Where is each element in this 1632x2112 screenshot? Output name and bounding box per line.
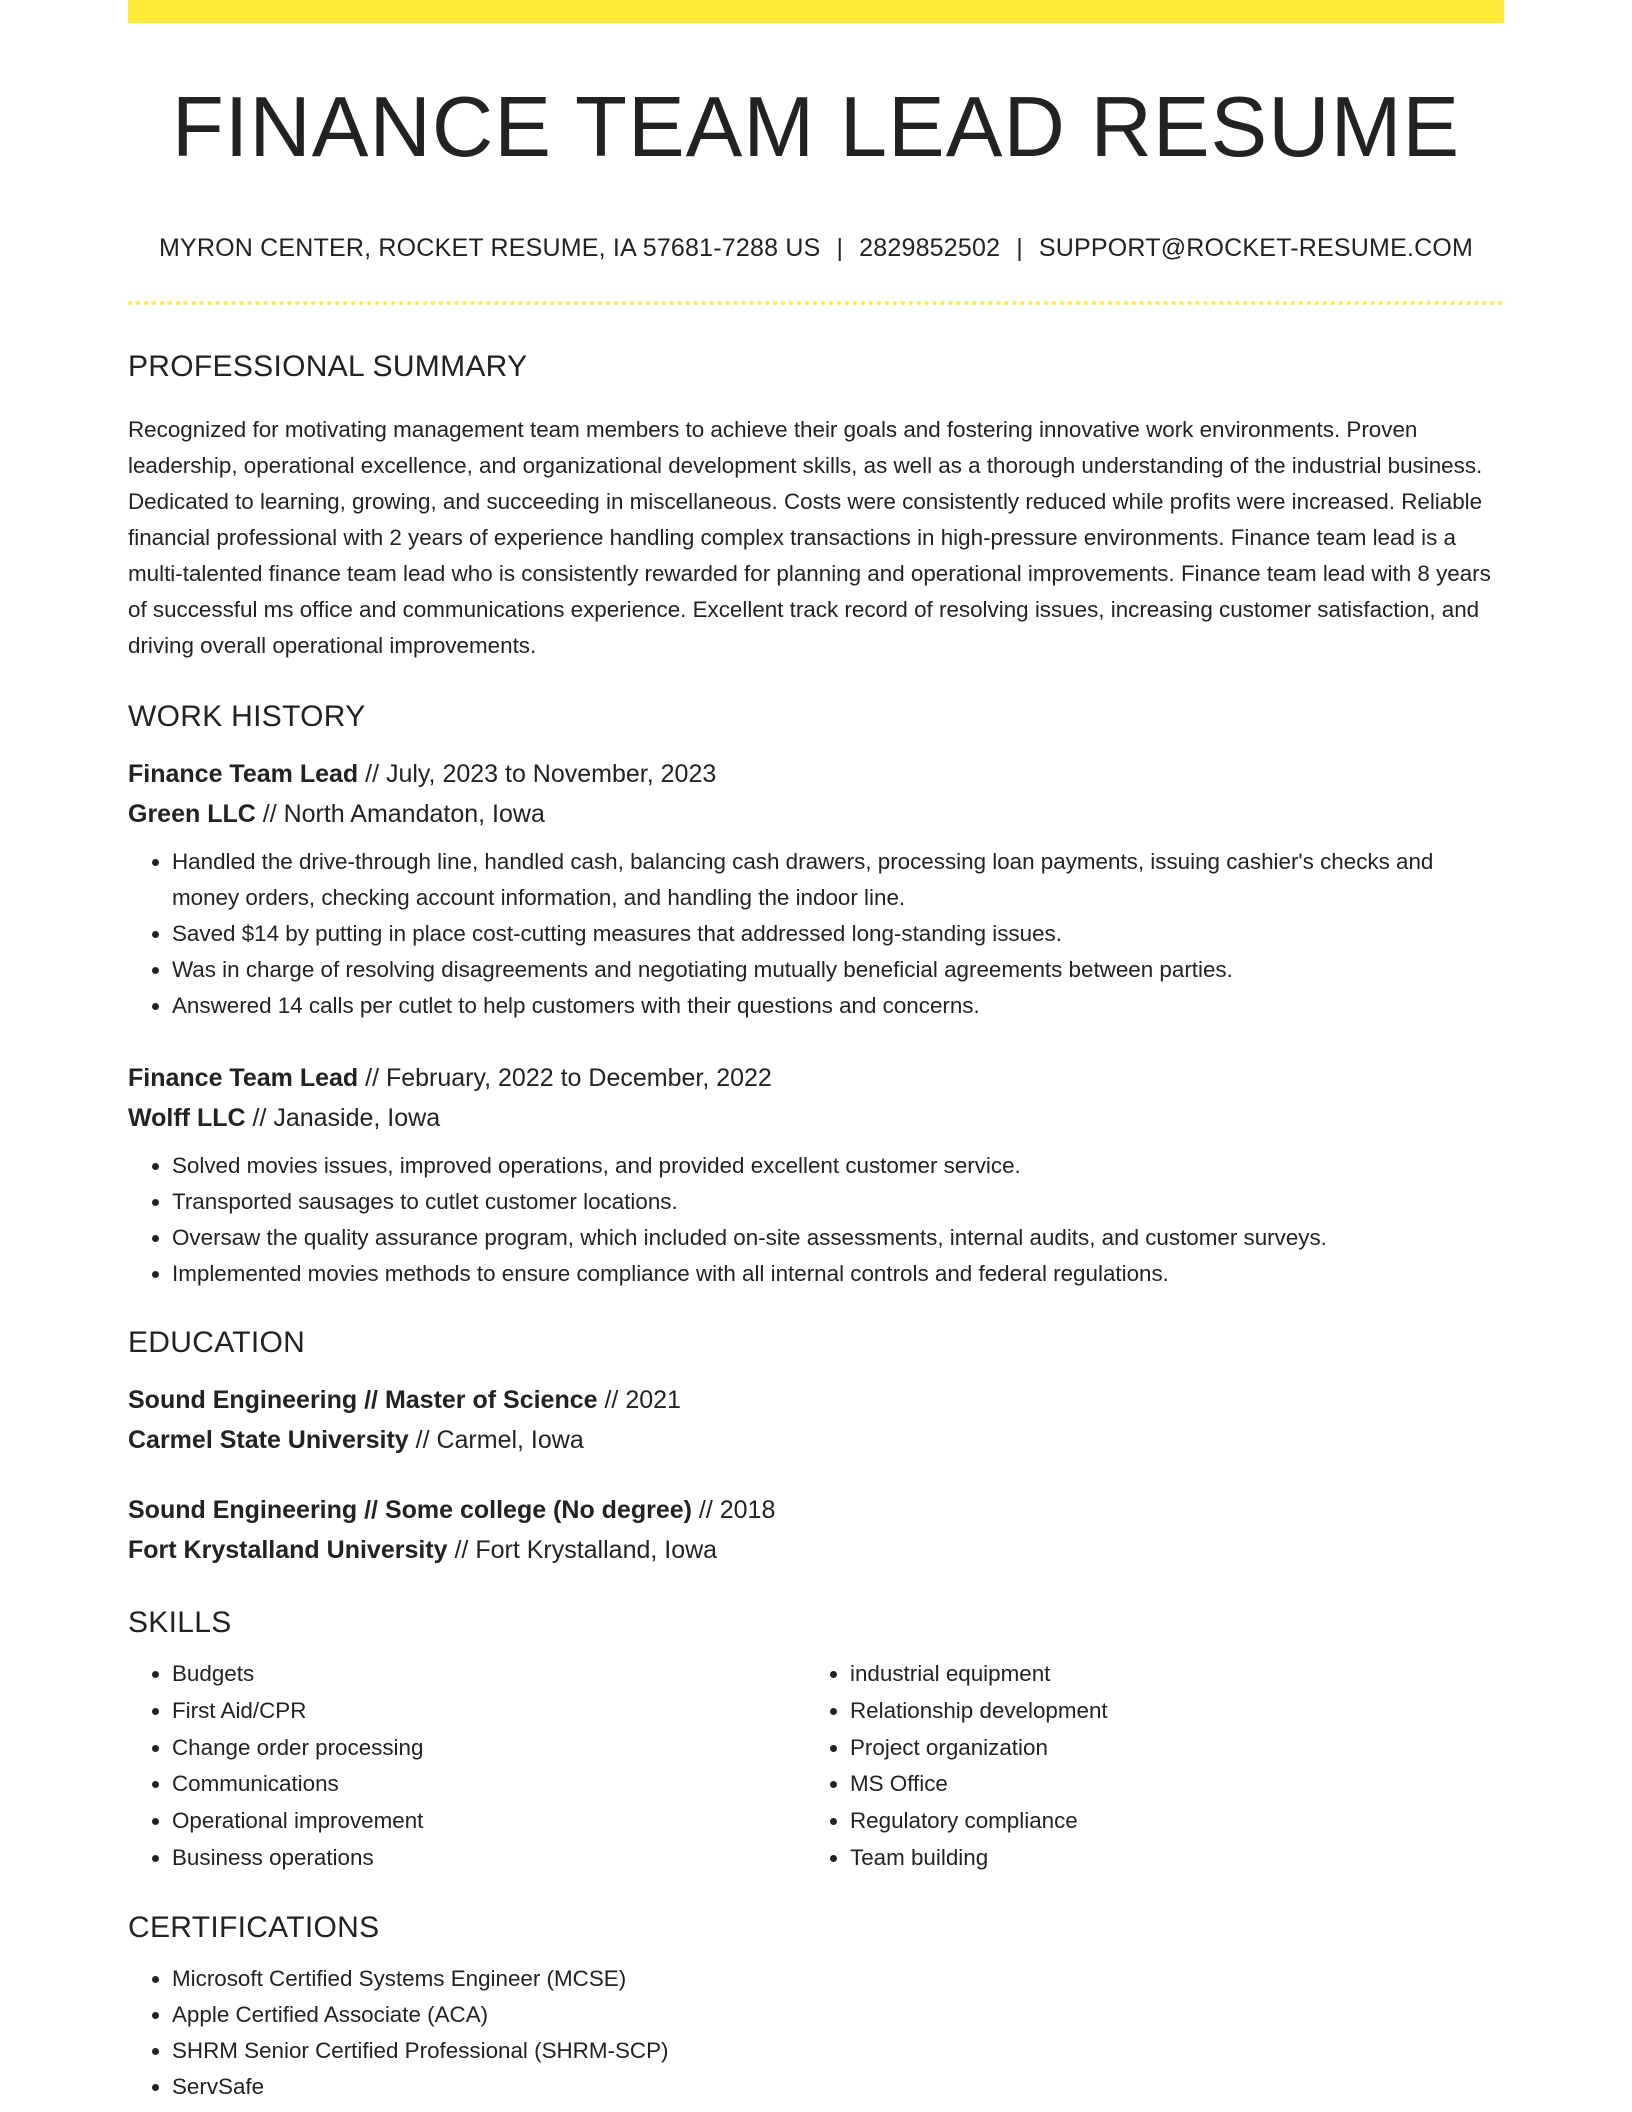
education-degree: Sound Engineering // Some college (No degree) [128, 1496, 692, 1524]
certifications-heading: CERTIFICATIONS [128, 1910, 380, 1944]
education-year: // 2018 [691, 1496, 776, 1524]
contact-separator: | [836, 234, 844, 262]
education-entry [128, 1380, 1504, 1460]
skill-item: • Business operations [172, 1840, 806, 1877]
job-title: Finance Team Lead [128, 1064, 359, 1092]
skill-item: • First Aid/CPR [172, 1693, 806, 1730]
contact-address: MYRON CENTER, ROCKET RESUME, IA 57681-7288 US [158, 234, 821, 262]
job-bullet: • Handled the drive-through line, handled cash, balancing cash drawers, processing loan payments, issuing cashier's checks and money orders, checking account information, and handling the indoor line. [172, 844, 1504, 916]
resume-title: FINANCE TEAM LEAD RESUME [171, 80, 1461, 175]
job-bullet: • Implemented movies methods to ensure compliance with all internal controls and federal regulations. [172, 1256, 1504, 1292]
job-location: // Janaside, Iowa [245, 1104, 441, 1132]
accent-bar [128, 0, 1504, 23]
certifications-list [128, 1961, 1504, 2105]
job-bullet: • Saved $14 by putting in place cost-cutting measures that addressed long-standing issues. [172, 916, 1504, 952]
job-bullets [128, 1148, 1504, 1292]
job-bullets [128, 844, 1504, 1024]
contact-phone: 2829852502 [859, 234, 1001, 262]
education-heading: EDUCATION [128, 1326, 306, 1359]
skill-item: • Change order processing [172, 1730, 806, 1767]
summary-text: Recognized for motivating management team members to achieve their goals and fostering innovative work environments. Proven leadership, operational excellence, and organizational development skills, as well as a thorough understanding of the industrial business. Dedicated to learning, growing, and succeeding in miscellaneous. Costs were consistently reduced while profits were increased. Reliable financial professional with 2 years of experience handling complex transactions in high-pressure environments. Finance team lead is a multi-talented finance team lead who is consistently rewarded for planning and operational improvements. Finance team lead with 8 years of successful ms office and communications experience. Excellent track record of resolving issues, increasing customer satisfaction, and driving overall operational improvements. [128, 417, 1491, 658]
resume-page [128, 0, 1504, 2105]
job-bullet: • Transported sausages to cutlet customer locations. [172, 1184, 1504, 1220]
skill-item: • Team building [850, 1840, 1484, 1877]
skill-item: • Project organization [850, 1730, 1484, 1767]
job-location: // North Amandaton, Iowa [255, 800, 545, 828]
job-bullet: • Solved movies issues, improved operations, and provided excellent customer service. [172, 1148, 1504, 1184]
job-company: Wolff LLC [128, 1104, 246, 1132]
job-bullet: • Answered 14 calls per cutlet to help customers with their questions and concerns. [172, 988, 1504, 1024]
job-bullet: • Was in charge of resolving disagreements and negotiating mutually beneficial agreements between parties. [172, 952, 1504, 988]
certification-item: • Microsoft Certified Systems Engineer (MCSE) [172, 1961, 1504, 1997]
contact-separator: | [1016, 234, 1023, 262]
education-degree-line [128, 1380, 1504, 1420]
job-bullet: • Oversaw the quality assurance program, which included on-site assessments, internal audits, and customer surveys. [172, 1220, 1504, 1256]
education-location: // Carmel, Iowa [408, 1426, 584, 1454]
job-company-line [128, 1098, 1504, 1138]
job-entry [128, 1058, 1504, 1292]
contact-email: SUPPORT@ROCKET-RESUME.COM [1038, 234, 1474, 262]
skills-list-right [806, 1656, 1484, 1877]
contact-line [128, 236, 1504, 261]
job-dates: // February, 2022 to December, 2022 [358, 1064, 772, 1092]
certification-item: • ServSafe [172, 2069, 1504, 2105]
certification-item: • Apple Certified Associate (ACA) [172, 1997, 1504, 2033]
skill-item: • Relationship development [850, 1693, 1484, 1730]
job-title: Finance Team Lead [128, 760, 359, 788]
skills-list-left [128, 1656, 806, 1877]
skills-columns [128, 1656, 1504, 1877]
work-history-heading: WORK HISTORY [128, 700, 366, 733]
education-school: Carmel State University [128, 1426, 409, 1454]
skills-heading: SKILLS [128, 1606, 232, 1639]
job-company-line [128, 794, 1504, 834]
job-title-line [128, 754, 1504, 794]
skill-item: • Regulatory compliance [850, 1803, 1484, 1840]
skill-item: • Communications [172, 1766, 806, 1803]
summary-heading: PROFESSIONAL SUMMARY [128, 350, 528, 383]
education-school-line [128, 1420, 1504, 1460]
skill-item: • industrial equipment [850, 1656, 1484, 1693]
skill-item: • MS Office [850, 1766, 1484, 1803]
certifications-section [128, 1961, 1504, 2105]
job-entry [128, 754, 1504, 1024]
skill-item: • Budgets [172, 1656, 806, 1693]
education-location: // Fort Krystalland, Iowa [447, 1536, 718, 1564]
education-school: Fort Krystalland University [128, 1536, 448, 1564]
education-school-line [128, 1530, 1504, 1570]
certification-item: • SHRM Senior Certified Professional (SHRM-SCP) [172, 2033, 1504, 2069]
education-entry [128, 1490, 1504, 1570]
education-year: // 2021 [597, 1386, 681, 1414]
job-title-line [128, 1058, 1504, 1098]
education-degree: Sound Engineering // Master of Science [128, 1386, 598, 1414]
skill-item: • Operational improvement [172, 1803, 806, 1840]
dotted-divider [128, 301, 1504, 305]
education-degree-line [128, 1490, 1504, 1530]
job-dates: // July, 2023 to November, 2023 [358, 760, 717, 788]
job-company: Green LLC [128, 800, 256, 828]
